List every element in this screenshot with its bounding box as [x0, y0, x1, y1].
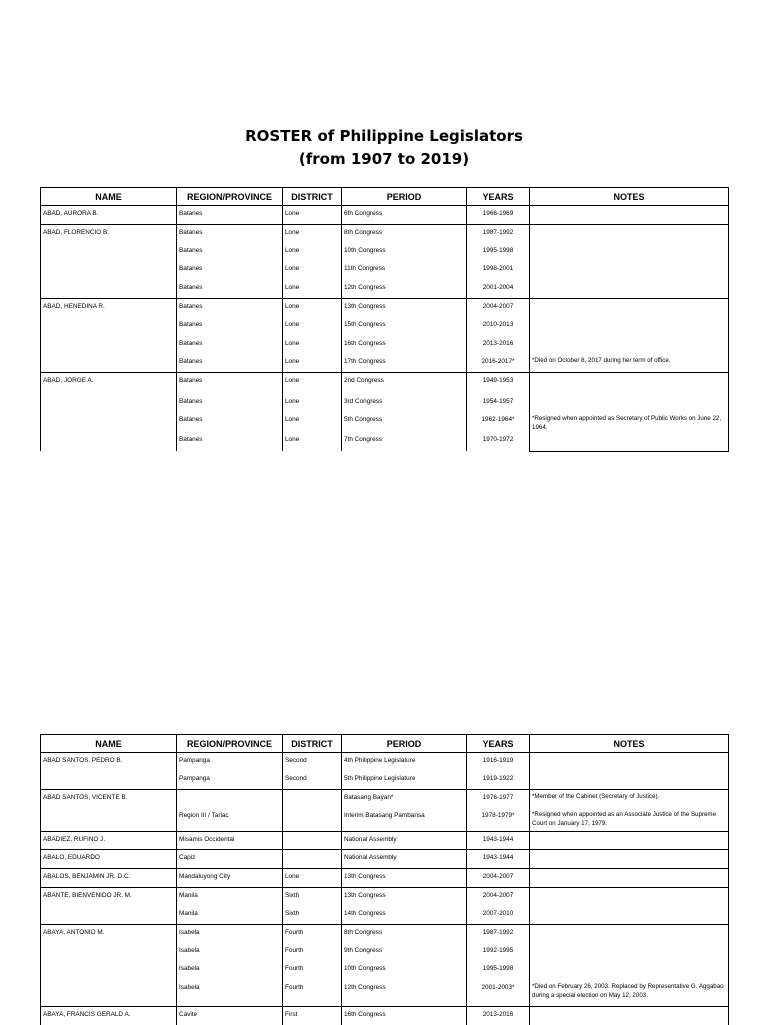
table-row	[41, 1006, 729, 1025]
header-region: REGION/PROVINCE	[177, 735, 283, 753]
cell-notes	[530, 753, 729, 772]
cell-district: Lone	[283, 224, 342, 243]
cell-name: ABAD SANTOS, VICENTE B.	[41, 790, 177, 809]
cell-district: Lone	[283, 261, 342, 280]
roster-table-1	[40, 187, 729, 452]
cell-district	[283, 850, 342, 869]
document-title: ROSTER of Philippine Legislators	[245, 127, 523, 145]
cell-period: 14th Congress	[342, 906, 467, 925]
cell-period: 12th Congress	[342, 280, 467, 299]
cell-name	[41, 906, 177, 925]
cell-period: 13th Congress	[342, 868, 467, 887]
cell-period: National Assembly	[342, 831, 467, 850]
cell-region: Batanes	[177, 224, 283, 243]
cell-years: 1966-1969	[467, 206, 530, 225]
cell-region: Isabela	[177, 980, 283, 1006]
cell-name	[41, 961, 177, 980]
cell-name: ABAD, FLORENCIO B.	[41, 224, 177, 243]
cell-period: 15th Congress	[342, 317, 467, 336]
cell-region: Batanes	[177, 298, 283, 317]
cell-notes: *Resigned when appointed as Secretary of Public Works on June 22, 1964.	[530, 412, 729, 432]
table-row	[41, 906, 729, 925]
cell-notes	[530, 924, 729, 943]
cell-period: 5th Philippine Legislature	[342, 771, 467, 790]
table-row	[41, 924, 729, 943]
cell-years: 2016-2017*	[467, 354, 530, 373]
cell-region: Misamis Occidental	[177, 831, 283, 850]
cell-notes	[530, 317, 729, 336]
cell-district: Sixth	[283, 887, 342, 906]
cell-district: Lone	[283, 243, 342, 262]
cell-district: Fourth	[283, 943, 342, 962]
cell-region: Cavite	[177, 1006, 283, 1025]
cell-name	[41, 980, 177, 1006]
cell-district: Lone	[283, 412, 342, 432]
cell-period: 8th Congress	[342, 924, 467, 943]
cell-name: ABAD, JORGE A.	[41, 373, 177, 394]
table-row	[41, 831, 729, 850]
cell-region: Pampanga	[177, 771, 283, 790]
cell-name	[41, 280, 177, 299]
cell-period: Interim Batasang Pambansa	[342, 808, 467, 831]
cell-notes	[530, 887, 729, 906]
cell-notes	[530, 224, 729, 243]
cell-district: Lone	[283, 432, 342, 451]
cell-period: 17th Congress	[342, 354, 467, 373]
cell-region: Region III / Tarlac	[177, 808, 283, 831]
cell-notes	[530, 298, 729, 317]
cell-notes	[530, 906, 729, 925]
roster-table-2	[40, 734, 729, 1025]
cell-years: 2001-2004	[467, 280, 530, 299]
table-row	[41, 790, 729, 809]
cell-notes	[530, 831, 729, 850]
cell-notes	[530, 1006, 729, 1025]
cell-name: ABAYA, ANTONIO M.	[41, 924, 177, 943]
cell-period: Batasang Bayan*	[342, 790, 467, 809]
table-row	[41, 980, 729, 1006]
document-subtitle: (from 1907 to 2019)	[298, 150, 470, 168]
cell-district: Lone	[283, 373, 342, 394]
header-notes: NOTES	[530, 188, 729, 206]
cell-name: ABAD SANTOS, PEDRO B.	[41, 753, 177, 772]
table-row	[41, 887, 729, 906]
cell-years: 2013-2016	[467, 336, 530, 355]
cell-notes	[530, 261, 729, 280]
cell-period: 3rd Congress	[342, 394, 467, 413]
header-years: YEARS	[467, 735, 530, 753]
cell-period: 2nd Congress	[342, 373, 467, 394]
cell-name	[41, 243, 177, 262]
cell-region: Batanes	[177, 280, 283, 299]
cell-district: First	[283, 1006, 342, 1025]
cell-region: Mandaluyong City	[177, 868, 283, 887]
cell-region: Batanes	[177, 432, 283, 451]
cell-district: Lone	[283, 394, 342, 413]
table-row	[41, 243, 729, 262]
cell-years: 1919-1922	[467, 771, 530, 790]
header-years: YEARS	[467, 188, 530, 206]
table-row	[41, 373, 729, 394]
cell-years: 2013-2016	[467, 1006, 530, 1025]
table-row	[41, 412, 729, 432]
cell-period: 6th Congress	[342, 206, 467, 225]
table-row	[41, 808, 729, 831]
cell-notes	[530, 243, 729, 262]
header-notes: NOTES	[530, 735, 729, 753]
cell-period: 13th Congress	[342, 298, 467, 317]
cell-years: 1962-1964*	[467, 412, 530, 432]
table-row	[41, 771, 729, 790]
cell-region: Batanes	[177, 373, 283, 394]
cell-period: 12th Congress	[342, 980, 467, 1006]
cell-years: 1978-1979*	[467, 808, 530, 831]
cell-region: Isabela	[177, 943, 283, 962]
cell-years: 1992-1995	[467, 943, 530, 962]
cell-district: Lone	[283, 280, 342, 299]
table-row	[41, 961, 729, 980]
table-row	[41, 317, 729, 336]
cell-period: 10th Congress	[342, 243, 467, 262]
cell-region: Batanes	[177, 317, 283, 336]
cell-district: Lone	[283, 298, 342, 317]
table-row	[41, 336, 729, 355]
cell-period: 9th Congress	[342, 943, 467, 962]
cell-notes: *Died on February 26, 2003. Replaced by Representative G. Aggabao during a special election on May 12, 2003.	[530, 980, 729, 1006]
cell-district: Fourth	[283, 961, 342, 980]
cell-notes	[530, 432, 729, 451]
cell-years: 2007-2010	[467, 906, 530, 925]
cell-name: ABALOS, BENJAMIN JR. D.C.	[41, 868, 177, 887]
cell-name: ABAD, AURORA B.	[41, 206, 177, 225]
table-row	[41, 394, 729, 413]
cell-district: Fourth	[283, 980, 342, 1006]
cell-district	[283, 790, 342, 809]
cell-name	[41, 336, 177, 355]
header-district: DISTRICT	[283, 188, 342, 206]
cell-region: Batanes	[177, 336, 283, 355]
table-row	[41, 850, 729, 869]
cell-district	[283, 831, 342, 850]
cell-period: 16th Congress	[342, 1006, 467, 1025]
cell-years: 2004-2007	[467, 298, 530, 317]
cell-district: Lone	[283, 354, 342, 373]
table-header-row	[41, 735, 729, 753]
cell-notes: *Died on October 8, 2017 during her term of office.	[530, 354, 729, 373]
cell-region	[177, 790, 283, 809]
cell-region: Batanes	[177, 261, 283, 280]
cell-period: 16th Congress	[342, 336, 467, 355]
cell-district: Second	[283, 753, 342, 772]
table-row	[41, 280, 729, 299]
cell-region: Capiz	[177, 850, 283, 869]
cell-region: Batanes	[177, 394, 283, 413]
table-row	[41, 753, 729, 772]
cell-name	[41, 354, 177, 373]
cell-years: 1998-2001	[467, 261, 530, 280]
cell-name: ABALO, EDUARDO	[41, 850, 177, 869]
header-name: NAME	[41, 188, 177, 206]
cell-years: 1987-1992	[467, 224, 530, 243]
cell-period: 4th Philippine Legislature	[342, 753, 467, 772]
header-period: PERIOD	[342, 188, 467, 206]
cell-name	[41, 771, 177, 790]
header-period: PERIOD	[342, 735, 467, 753]
cell-years: 1995-1998	[467, 243, 530, 262]
cell-years: 2010-2013	[467, 317, 530, 336]
table-row	[41, 354, 729, 373]
cell-period: 7th Congress	[342, 432, 467, 451]
cell-notes	[530, 336, 729, 355]
cell-region: Isabela	[177, 961, 283, 980]
table-row	[41, 298, 729, 317]
cell-district: Lone	[283, 336, 342, 355]
header-region: REGION/PROVINCE	[177, 188, 283, 206]
cell-name: ABANTE, BIENVENIDO JR. M.	[41, 887, 177, 906]
cell-years: 1943-1944	[467, 850, 530, 869]
cell-district: Lone	[283, 206, 342, 225]
table-row	[41, 261, 729, 280]
table-row	[41, 432, 729, 451]
cell-name: ABAD, HENEDINA R.	[41, 298, 177, 317]
cell-name: ABAYA, FRANCIS GERALD A.	[41, 1006, 177, 1025]
cell-notes	[530, 373, 729, 394]
cell-region: Manila	[177, 906, 283, 925]
cell-period: 10th Congress	[342, 961, 467, 980]
cell-name	[41, 317, 177, 336]
cell-district	[283, 808, 342, 831]
header-district: DISTRICT	[283, 735, 342, 753]
cell-years: 1987-1992	[467, 924, 530, 943]
cell-name	[41, 432, 177, 451]
cell-years: 2004-2007	[467, 887, 530, 906]
cell-name	[41, 943, 177, 962]
cell-notes	[530, 206, 729, 225]
cell-region: Manila	[177, 887, 283, 906]
cell-notes	[530, 943, 729, 962]
cell-name	[41, 394, 177, 413]
cell-years: 2001-2003*	[467, 980, 530, 1006]
cell-region: Batanes	[177, 354, 283, 373]
table-row	[41, 206, 729, 225]
cell-period: 11th Congress	[342, 261, 467, 280]
cell-notes	[530, 868, 729, 887]
cell-name	[41, 412, 177, 432]
cell-period: 5th Congress	[342, 412, 467, 432]
cell-years: 1949-1953	[467, 373, 530, 394]
cell-period: National Assembly	[342, 850, 467, 869]
cell-name	[41, 808, 177, 831]
header-name: NAME	[41, 735, 177, 753]
cell-district: Second	[283, 771, 342, 790]
cell-notes	[530, 394, 729, 413]
cell-name	[41, 261, 177, 280]
table-header-row	[41, 188, 729, 206]
cell-years: 1943-1944	[467, 831, 530, 850]
cell-region: Batanes	[177, 206, 283, 225]
cell-notes	[530, 280, 729, 299]
cell-notes	[530, 961, 729, 980]
cell-notes: *Resigned when appointed as an Associate Justice of the Supreme Court on January 17, 1979.	[530, 808, 729, 831]
cell-district: Lone	[283, 317, 342, 336]
cell-period: 13th Congress	[342, 887, 467, 906]
cell-region: Batanes	[177, 243, 283, 262]
cell-years: 1995-1998	[467, 961, 530, 980]
cell-years: 1976-1977	[467, 790, 530, 809]
cell-district: Sixth	[283, 906, 342, 925]
cell-district: Fourth	[283, 924, 342, 943]
cell-district: Lone	[283, 868, 342, 887]
cell-years: 1970-1972	[467, 432, 530, 451]
cell-years: 2004-2007	[467, 868, 530, 887]
cell-years: 1916-1919	[467, 753, 530, 772]
cell-name: ABADIEZ, RUFINO J.	[41, 831, 177, 850]
cell-period: 8th Congress	[342, 224, 467, 243]
table-row	[41, 943, 729, 962]
cell-region: Isabela	[177, 924, 283, 943]
cell-notes	[530, 771, 729, 790]
cell-region: Batanes	[177, 412, 283, 432]
cell-region: Pampanga	[177, 753, 283, 772]
table-row	[41, 868, 729, 887]
table-row	[41, 224, 729, 243]
cell-notes	[530, 850, 729, 869]
cell-years: 1954-1957	[467, 394, 530, 413]
cell-notes: *Member of the Cabinet (Secretary of Justice).	[530, 790, 729, 809]
